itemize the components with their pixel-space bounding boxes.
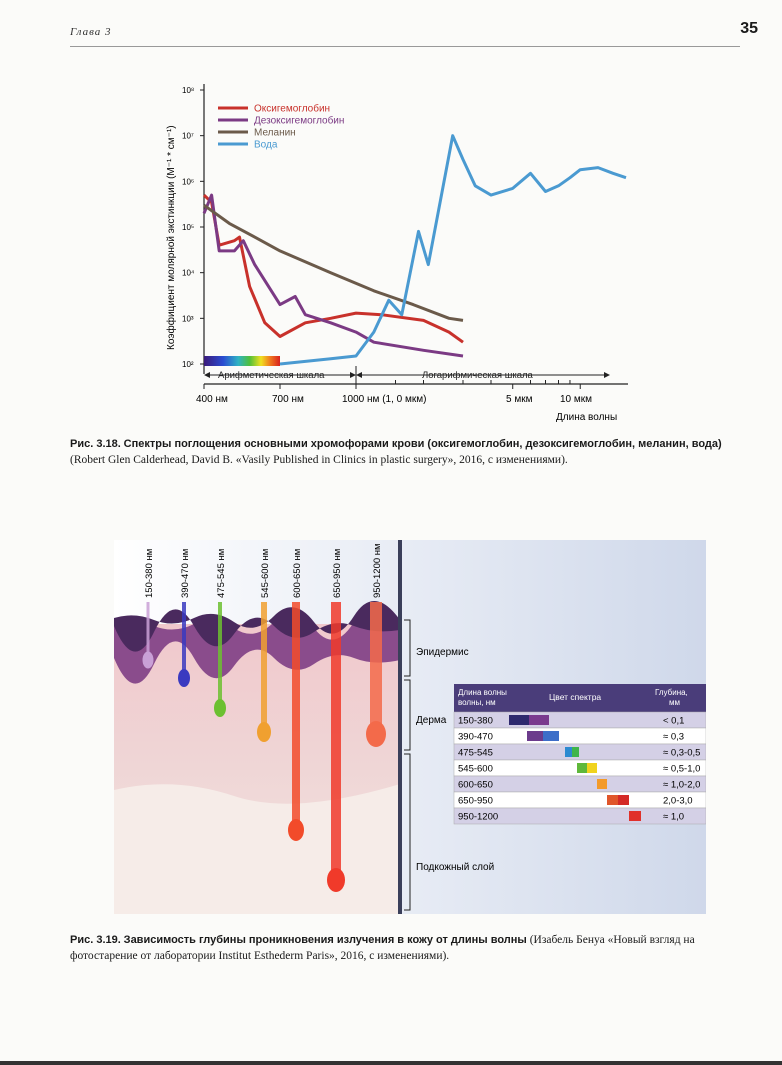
beam [292,602,300,830]
beam-tip [366,721,386,747]
series-lines [204,136,626,364]
subcutaneous-fat [114,784,400,914]
beam-tip [143,652,154,669]
y-tick-label: 10³ [182,314,194,324]
beam-label: 650-950 нм [332,548,343,598]
x-tick-label-700: 700 нм [272,394,304,405]
legend-label: Оксигемоглобин [254,103,331,115]
table-cell-wavelength: 150-380 [458,715,493,727]
legend-label: Дезоксигемоглобин [254,115,345,127]
table-cell-depth: < 0,1 [663,715,685,727]
arithmetic-scale-label: Арифметическая шкала [218,370,325,381]
legend-label: Вода [254,139,278,151]
x-tick-label-1000: 1000 нм (1, 0 мкм) [342,394,427,405]
series-line [204,195,463,356]
spectrum-color-cell [597,779,607,789]
spectrum-color-cell [572,747,579,757]
table-cell-depth: ≈ 1,0-2,0 [663,779,701,791]
spectrum-color-cell [543,731,559,741]
spectrum-color-cell [629,811,641,821]
spectrum-color-cell [527,731,543,741]
beam-label: 150-380 нм [144,548,155,598]
page-bottom-bar [0,1061,782,1065]
arrow-head-left [204,372,210,378]
figure1-caption [70,436,742,468]
beam [147,602,150,660]
logarithmic-scale-label: Логарифмическая шкала [422,370,533,381]
table-cell-wavelength: 650-950 [458,795,493,807]
beam [182,602,186,678]
page-number: 35 [740,20,758,37]
spectrum-color-cell [618,795,629,805]
y-axis-label: Коэффициент молярной экстинкции (М⁻¹ * см⁻¹) [166,125,177,350]
y-ticks [182,86,204,369]
y-tick-label: 10² [182,360,194,369]
x-axis-label: Длина волны [556,412,618,423]
arrow-head-mid2 [356,372,362,378]
table-cell-wavelength: 475-545 [458,747,493,759]
beam [261,602,267,732]
table-header-cell: Длина волны [458,688,507,697]
figure-right-border [398,540,402,914]
chapter-label: Глава 3 [70,26,112,38]
x-tick-label-400: 400 нм [196,394,228,405]
subcutaneous-label: Подкожный слой [416,862,495,873]
table-cell-depth: ≈ 0,3-0,5 [663,747,701,759]
beam-label: 475-545 нм [216,548,227,598]
table-cell-wavelength: 950-1200 [458,811,499,823]
beam-label: 545-600 нм [260,548,271,598]
table-header-cell: мм [669,698,680,707]
beam-tip [288,819,304,841]
beam-label: 600-650 нм [292,548,303,598]
figure1-caption-label: Рис. 3.18. [70,438,121,450]
spectrum-color-cell [565,747,572,757]
table-cell-wavelength: 390-470 [458,731,493,743]
arrow-head-right [604,372,610,378]
y-tick-label: 10⁴ [182,268,195,278]
table-cell-depth: ≈ 0,5-1,0 [663,763,701,775]
spectrum-color-cell [587,763,597,773]
x-tick-label-10um: 10 мкм [560,394,593,405]
figure1-caption-title: Спектры поглощения основными хромофорами крови (оксигемоглобин, дезоксигемоглобин, меланин, вода) [123,438,722,450]
table-cell-depth: ≈ 0,3 [663,731,685,743]
table-cell-depth: 2,0-3,0 [663,795,693,807]
figure2-caption [70,932,742,964]
table-cell-depth: ≈ 1,0 [663,811,685,823]
beam [218,602,222,708]
beam-tip [257,722,271,742]
table-header-cell: Цвет спектра [549,692,602,702]
figure2-caption-source: (Изабель Бенуа «Новый взгляд на фотостарение от лаборатории Institut Esthederm Paris», 2016, с изменениями). [70,934,695,962]
series-line [280,136,626,364]
beam-tip [327,868,345,892]
table-header-cell: волны, нм [458,698,496,707]
dermis-label: Дерма [416,715,447,726]
spectrum-color-cell [607,795,618,805]
series-line [204,205,463,320]
spectrum-color-cell [509,715,529,725]
y-tick-label: 10⁸ [182,86,195,95]
beam-label: 950-1200 нм [372,543,383,598]
y-tick-label: 10⁷ [182,131,194,141]
series-line [204,195,463,342]
page-header [70,20,758,47]
table-cell-wavelength: 545-600 [458,763,493,775]
y-tick-label: 10⁵ [182,223,195,232]
spectrum-color-cell [577,763,587,773]
beam-label: 390-470 нм [180,548,191,598]
legend-label: Меланин [254,127,296,139]
beam [331,602,341,880]
skin-penetration-figure [114,540,706,914]
table-cell-wavelength: 600-650 [458,779,493,791]
wavelength-table [454,684,706,824]
arrow-head-mid [350,372,356,378]
table-header-cell: Глубина, [655,688,688,697]
legend [218,103,344,151]
figure2-caption-label: Рис. 3.19. [70,934,121,946]
beam-tip [178,669,190,687]
beam-tip [214,699,226,717]
spectrum-color-cell [529,715,549,725]
absorption-spectra-chart [160,78,640,428]
figure2-caption-title: Зависимость глубины проникновения излучения в кожу от длины волны [123,934,527,946]
beam [370,602,382,734]
y-tick-label: 10⁶ [182,177,195,187]
visible-spectrum-strip [204,356,280,366]
epidermis-label: Эпидермис [416,647,469,658]
figure1-caption-source: (Robert Glen Calderhead, David B. «Vasily Published in Clinics in plastic surgery», 2016, с изменениями). [70,454,568,466]
x-tick-label-5um: 5 мкм [506,394,533,405]
